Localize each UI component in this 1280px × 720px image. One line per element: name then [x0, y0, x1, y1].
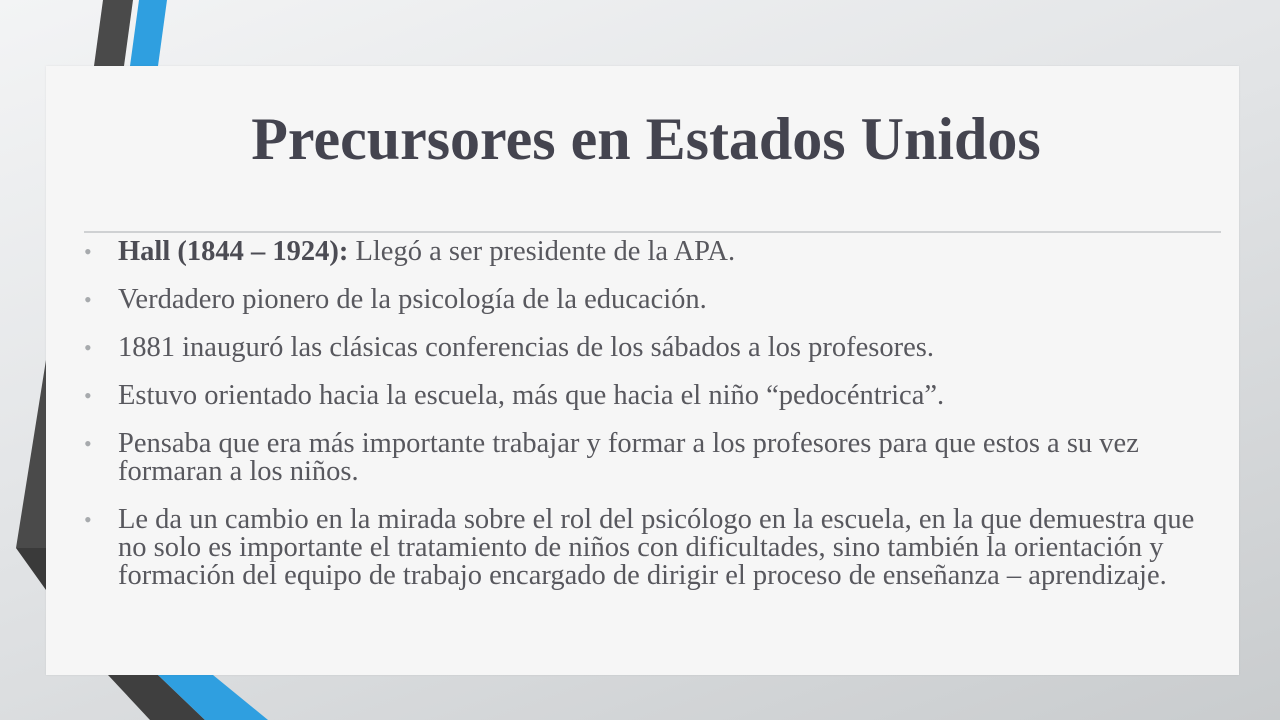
bullet-text: Estuvo orientado hacia la escuela, más que hacia el niño “pedocéntrica”.	[118, 380, 945, 411]
bullet-list	[84, 238, 1224, 590]
top-dark-stripe	[94, 0, 133, 66]
bullet-text: 1881 inauguró las clásicas conferencias de los sábados a los profesores.	[118, 332, 934, 363]
bullet-item	[84, 238, 1224, 266]
bullet-dot: •	[84, 239, 92, 264]
top-blue-stripe	[130, 0, 167, 66]
bullet-dot: •	[84, 431, 92, 456]
bullet-item	[84, 506, 1224, 590]
bullet-dot: •	[84, 335, 92, 360]
title-divider	[84, 231, 1221, 233]
bullet-item	[84, 334, 1224, 362]
bullet-lead: Hall (1844 – 1924):	[118, 236, 349, 267]
bullet-text: Verdadero pionero de la psicología de la educación.	[118, 284, 707, 315]
bullet-item	[84, 382, 1224, 410]
slide-title: Precursores en Estados Unidos	[251, 106, 1041, 172]
bullet-dot: •	[84, 507, 92, 532]
bullet-text: Llegó a ser presidente de la APA.	[348, 236, 736, 267]
bullet-item	[84, 430, 1224, 486]
left-dark-stripe	[16, 360, 46, 548]
bullet-dot: •	[84, 287, 92, 312]
bullet-text: Le da un cambio en la mirada sobre el rol del psicólogo en la escuela, en la que demuestra que no solo es importante el tratamiento de niños con dificultades, sino también la orientación y formación del equipo de trabajo encargado de dirigir el proceso de enseñanza – aprendizaje.	[118, 504, 1195, 591]
bullet-dot: •	[84, 383, 92, 408]
bullet-item	[84, 286, 1224, 314]
bullet-text: Pensaba que era más importante trabajar y formar a los profesores para que estos a su vez formaran a los niños.	[118, 428, 1139, 487]
left-dark-stripe-lower	[16, 548, 46, 590]
